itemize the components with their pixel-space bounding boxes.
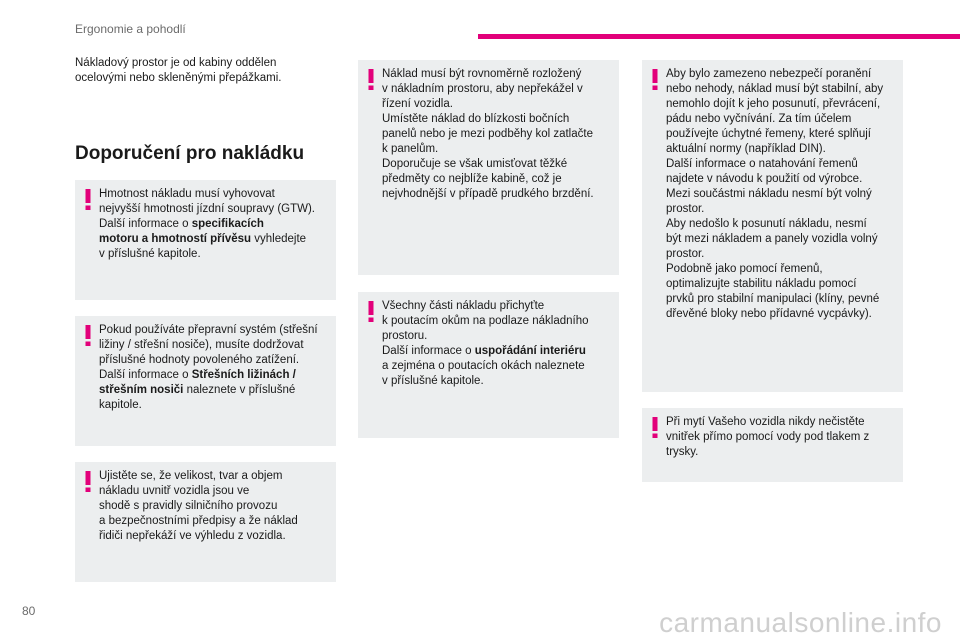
emphasis-text: uspořádání interiéru — [474, 345, 586, 357]
emphasis-text: specifikacích motoru a hmotností přívěsu — [99, 218, 264, 245]
body-text: Pokud používáte přepravní systém (střešní ližiny / střešní nosiče), musíte dodržovat příslušné hodnoty povoleného zatížení. Další informace o — [99, 324, 318, 381]
body-text: naleznete v příslušné kapitole. — [99, 384, 296, 411]
warning-box-text — [666, 67, 895, 322]
warning-box-text — [382, 299, 611, 389]
page-number: 80 — [22, 604, 36, 618]
warning-box-stability — [642, 60, 903, 392]
exclamation-warning-icon — [85, 189, 91, 210]
exclamation-warning-icon — [368, 69, 374, 90]
page-heading: Doporučení pro nakládku — [75, 143, 305, 164]
warning-box-washing — [642, 408, 903, 482]
exclamation-warning-icon — [652, 69, 658, 90]
warning-box-load-size — [75, 462, 336, 582]
warning-box-text — [99, 187, 328, 262]
exclamation-warning-icon — [85, 471, 91, 492]
exclamation-warning-icon — [368, 301, 374, 322]
warning-box-weight — [75, 180, 336, 300]
body-text: Při mytí Vašeho vozidla nikdy nečistěte vnitřek přímo pomocí vody pod tlakem z trysky. — [666, 416, 870, 458]
body-text: Náklad musí být rovnoměrně rozložený v nákladním prostoru, aby nepřekážel v řízení vozidla. Umístěte náklad do blízkosti bočních panelů nebo je mezi podběhy kol zatlačte k panelům. Doporučuje se však umisťovat těžké předměty co nejblíže kabině, což je nejvhodnější v případě prudkého brzdění. — [382, 68, 594, 200]
section-header-title: Ergonomie a pohodlí — [75, 22, 186, 36]
warning-box-text — [666, 415, 895, 460]
intro-paragraph: Nákladový prostor je od kabiny oddělen ocelovými nebo skleněnými přepážkami. — [75, 57, 282, 84]
exclamation-warning-icon — [85, 325, 91, 346]
warning-box-tie-down — [358, 292, 619, 438]
body-text: Hmotnost nákladu musí vyhovovat nejvyšší hmotnosti jízdní soupravy (GTW). Další informace o — [99, 188, 316, 230]
warning-box-text — [99, 469, 328, 544]
exclamation-warning-icon — [652, 417, 658, 438]
body-text: vyhledejte v příslušné kapitole. — [99, 233, 307, 260]
warning-box-roof-rack — [75, 316, 336, 446]
warning-box-text — [99, 323, 328, 413]
body-text: Všechny části nákladu přichyťte k poutacím okům na podlaze nákladního prostoru. Další informace o — [382, 300, 589, 357]
body-text: Aby bylo zamezeno nebezpečí poranění nebo nehody, náklad musí být stabilní, aby nemohlo dojít k jeho posunutí, převrácení, pádu nebo vyčnívání. Za tím účelem používejte úchytné řemeny, které splňují aktuální normy (například DIN). Další informace o natahování řemenů najdete v návodu k použití od výrobce. Mezi součástmi nákladu nesmí být volný prostor. Aby nedošlo k posunutí nákladu, nesmí být mezi nákladem a panely vozidla volný prostor. Podobně jako pomocí řemenů, optimalizujte stabilitu nákladu pomocí prvků pro stabilní manipulaci (klíny, pevné dřevěné bloky nebo přídavné vycpávky). — [666, 68, 884, 320]
section-header-accent-bar — [478, 34, 960, 39]
watermark: carmanualsonline.info — [659, 607, 942, 638]
body-text: Ujistěte se, že velikost, tvar a objem nákladu uvnitř vozidla jsou ve shodě s pravidly silničního provozu a bezpečnostními předpisy a že náklad řidiči nepřekáží ve výhledu z vozidla. — [99, 470, 298, 542]
warning-box-distribution — [358, 60, 619, 275]
emphasis-text: Střešních ližinách / střešním nosiči — [99, 369, 296, 396]
body-text: a zejména o poutacích okách naleznete v příslušné kapitole. — [382, 360, 585, 387]
warning-box-text — [382, 67, 611, 202]
